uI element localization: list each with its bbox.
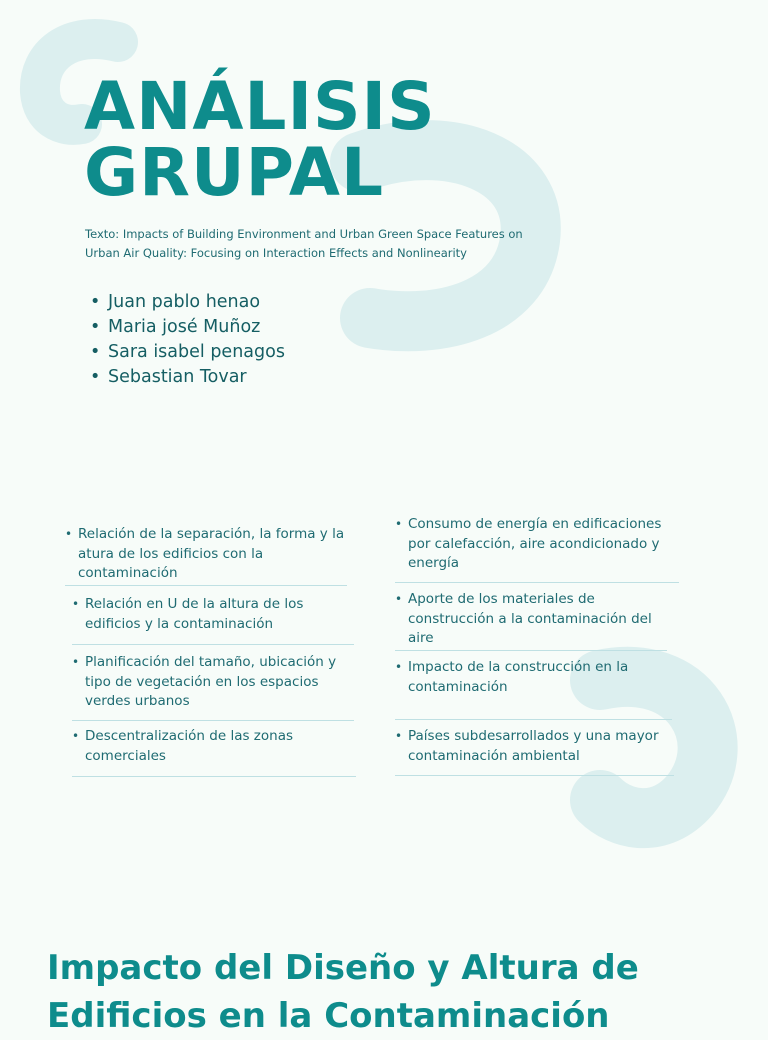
right-list-item: • Países subdesarrollados y una mayor contaminación ambiental [395,727,674,776]
group-members-list [90,290,285,390]
right-list-item: • Aporte de los materiales de construcción a la contaminación del aire [395,590,667,651]
source-text-subtitle: Texto: Impacts of Building Environment and Urban Green Space Features on Urban Air Quality: Focusing on Interaction Effects and Nonlinearity [85,227,523,260]
member-item: • Sebastian Tovar [90,365,285,390]
bullet-icon: • [65,527,73,541]
bullet-icon: • [72,597,80,611]
page-title [84,68,436,211]
right-list-item: • Consumo de energía en edificaciones por calefacción, aire acondicionado y energía [395,515,679,583]
section-heading: Impacto del Diseño y Altura de Edificios en la Contaminación [47,948,639,1036]
left-list-item: • Planificación del tamaño, ubicación y tipo de vegetación en los espacios verdes urbanos [72,653,354,721]
title-line-1: ANÁLISIS [84,68,436,145]
right-list-item: • Impacto de la construcción en la contaminación [395,658,672,720]
title-line-2: GRUPAL [84,134,385,211]
left-list-item: • Relación de la separación, la forma y la atura de los edificios con la contaminación [65,525,347,586]
left-list-item: • Descentralización de las zonas comerciales [72,727,356,777]
bullet-icon: • [72,729,80,743]
member-item: • Sara isabel penagos [90,340,285,365]
left-list-item: • Relación en U de la altura de los edificios y la contaminación [72,595,354,645]
bullet-icon: • [395,729,403,743]
member-item: • Juan pablo henao [90,290,285,315]
bullet-icon: • [395,517,403,531]
bullet-icon: • [395,660,403,674]
bullet-icon: • [395,592,403,606]
member-item: • Maria josé Muñoz [90,315,285,340]
bullet-icon: • [72,655,80,669]
